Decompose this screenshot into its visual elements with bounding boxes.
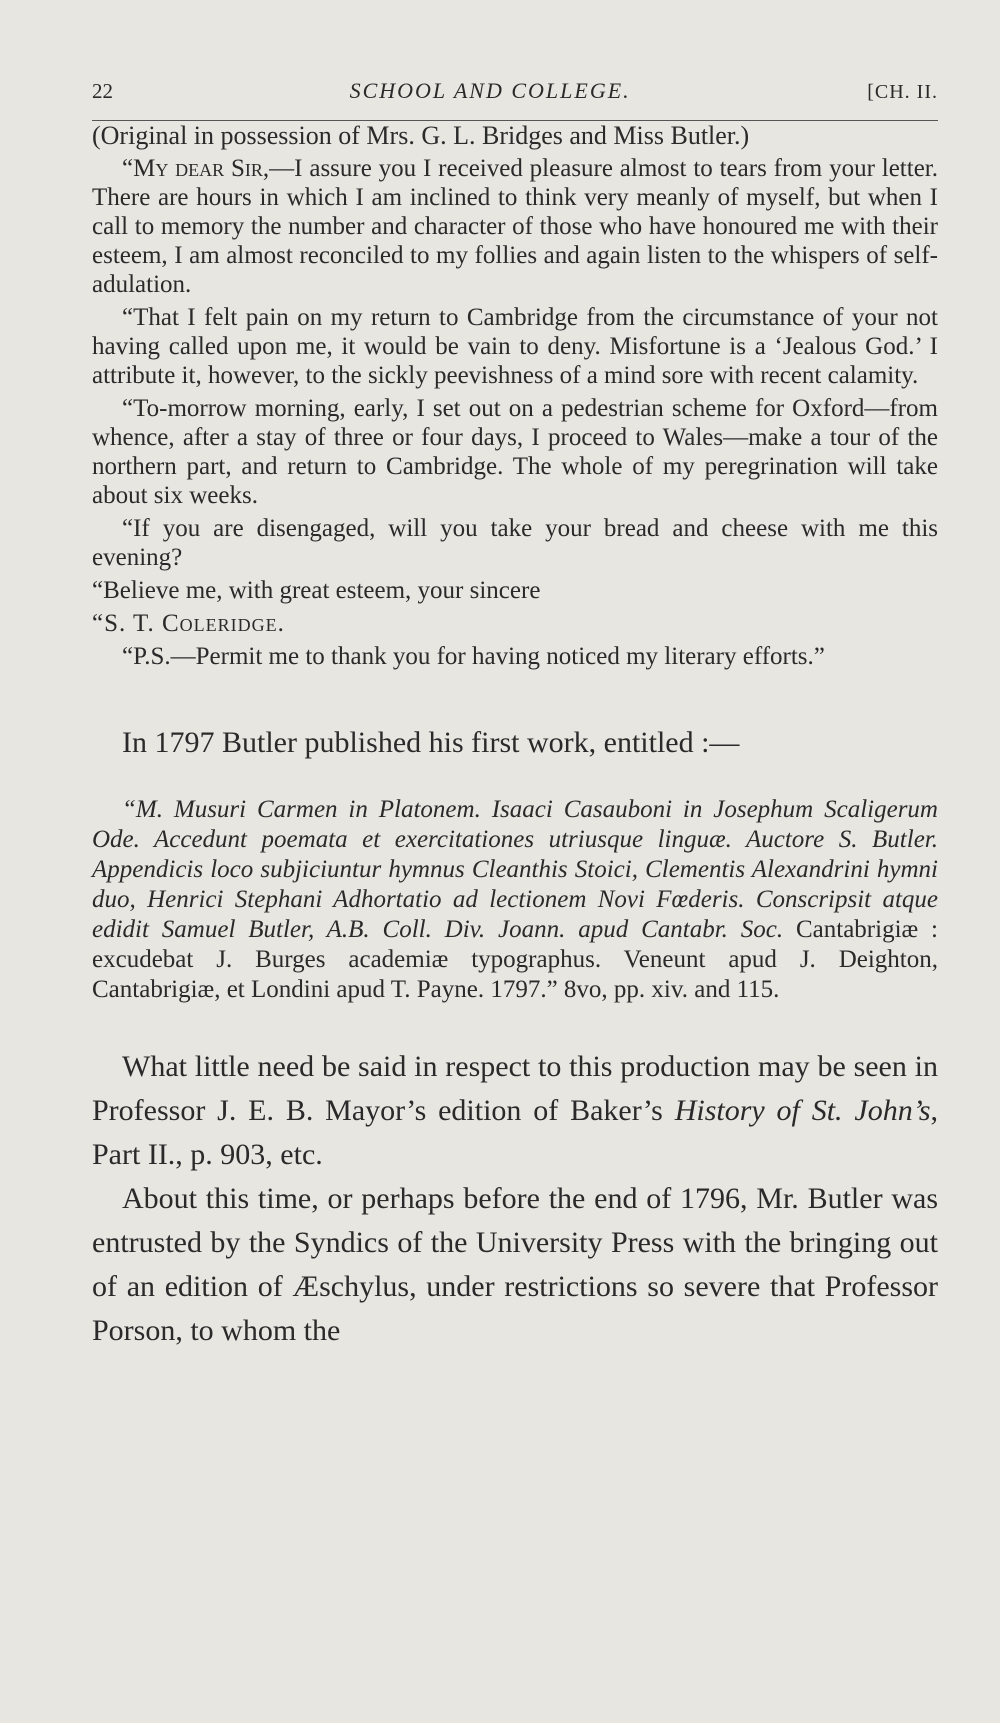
book-title-italic: History of St. John’s: [674, 1094, 931, 1127]
letter-paragraph-1-text: —I assure you I received pleasure almost to tears from your letter. There are hours in which I am inclined to think very meanly of myself, but when I call to memory the number and character of those who have honoured me with their esteem, I am almost reconciled to my follies and again listen to the whispers of self-adulation.: [92, 155, 938, 298]
paragraph-production-end: , Part II., p. 903, etc.: [92, 1094, 938, 1171]
intro-paragraph: In 1797 Butler published his first work, entitled :—: [122, 726, 740, 759]
main-text-continued: [92, 1045, 938, 1353]
letter-block: [92, 121, 938, 671]
page-number: 22: [92, 79, 113, 103]
work-title-imprint: Cantabrigiæ : excudebat J. Burges academiæ typographus. Veneunt apud J. Deighton, Cantabrigiæ, et Londini apud T. Payne. 1797.” 8vo, pp. xiv. and 115.: [92, 916, 938, 1003]
paragraph-production-start: What little need be said in respect to this production may be seen in Professor J. E. B. Mayor’s edition of Baker’s: [92, 1050, 938, 1127]
letter-paragraph-1: [92, 154, 938, 299]
paragraph-production: [92, 1045, 938, 1177]
letter-paragraph-4: “If you are disengaged, will you take your bread and cheese with me this evening?: [92, 515, 938, 571]
letter-paragraph-2: “That I felt pain on my return to Cambridge from the circumstance of your not having called upon me, it would be vain to deny. Misfortune is a ‘Jealous God.’ I attribute it, however, to the sickly peevishness of a mind sore with recent calamity.: [92, 304, 938, 389]
paragraph-aeschylus: About this time, or perhaps before the end of 1796, Mr. Butler was entrusted by the Syndics of the University Press with the bringing out of an edition of Æschylus, under restrictions so severe that Professor Porson, to whom the: [92, 1182, 938, 1347]
page-header: [92, 78, 938, 121]
work-title-block: [92, 795, 938, 1005]
letter-closing: “Believe me, with great esteem, your sincere: [92, 577, 541, 604]
chapter-label: [CH. II.: [867, 81, 938, 103]
letter-signature: “S. T. Coleridge.: [92, 610, 285, 637]
source-note: (Original in possession of Mrs. G. L. Bridges and Miss Butler.): [92, 121, 750, 150]
letter-paragraph-3: “To-morrow morning, early, I set out on a pedestrian scheme for Oxford—from whence, after a stay of three or four days, I proceed to Wales—make a tour of the northern part, and return to Cambridge. The whole of my peregrination will take about six weeks.: [92, 395, 938, 509]
running-title: SCHOOL AND COLLEGE.: [349, 78, 631, 103]
work-title-italic: “M. Musuri Carmen in Platonem. Isaaci Casauboni in Josephum Scaligerum Ode. Accedunt poemata et exercitationes utriusque linguæ. Auctore S. Butler. Appendicis loco subjiciuntur hymnus Cleanthis Stoici, Clementis Alexandrini hymni duo, Henrici Stephani Adhortatio ad lectionem Novi Fœderis. Conscripsit atque edidit Samuel Butler, A.B. Coll. Div. Joann. apud Cantabr. Soc.: [92, 796, 938, 943]
salutation: “My dear Sir,: [122, 155, 270, 182]
letter-postscript: “P.S.—Permit me to thank you for having noticed my literary efforts.”: [122, 643, 825, 670]
main-text: [92, 721, 938, 765]
